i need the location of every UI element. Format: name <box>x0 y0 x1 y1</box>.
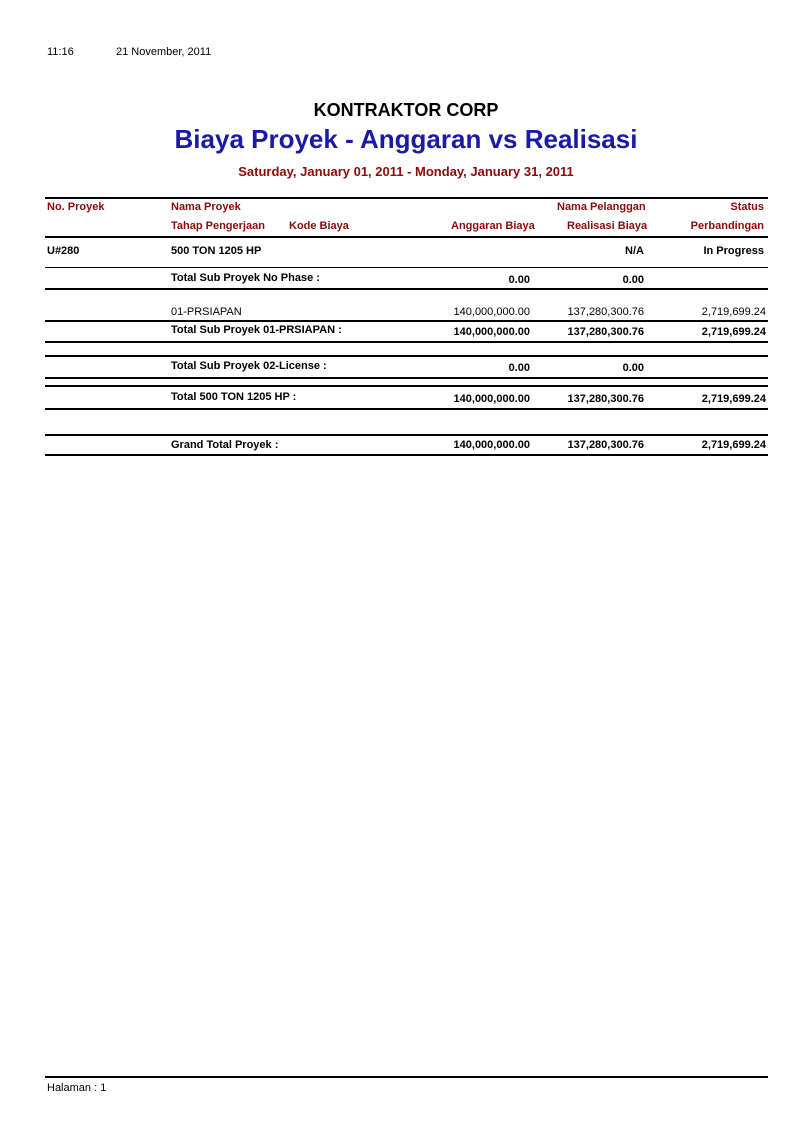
header-bottom-rule <box>45 236 768 238</box>
grand-total-perbandingan: 2,719,699.24 <box>701 439 766 451</box>
col-header-no-proyek: No. Proyek <box>47 201 105 213</box>
project-total-anggaran: 140,000,000.00 <box>453 393 530 405</box>
grand-total-realisasi: 137,280,300.76 <box>567 439 644 451</box>
grand-total-bottom-rule <box>45 454 768 456</box>
col-header-perbandingan: Perbandingan <box>690 220 764 232</box>
row-rule <box>45 267 768 268</box>
col-header-realisasi-biaya: Realisasi Biaya <box>567 220 648 232</box>
col-header-status: Status <box>730 201 764 213</box>
phase-code: 01-PRSIAPAN <box>171 306 242 318</box>
subtotal-no-phase-realisasi: 0.00 <box>622 274 644 286</box>
col-header-kode-biaya: Kode Biaya <box>289 220 349 232</box>
subtotal-no-phase-anggaran: 0.00 <box>508 274 530 286</box>
subtotal-prsiapan-anggaran: 140,000,000.00 <box>453 326 530 338</box>
grand-total-anggaran: 140,000,000.00 <box>453 439 530 451</box>
footer-rule <box>45 1076 768 1078</box>
project-total-label: Total 500 TON 1205 HP : <box>171 391 297 403</box>
subtotal-prsiapan-perbandingan: 2,719,699.24 <box>701 326 766 338</box>
phase-perbandingan: 2,719,699.24 <box>701 306 766 318</box>
header-top-rule <box>45 197 768 199</box>
col-header-anggaran-biaya: Anggaran Biaya <box>451 220 535 232</box>
row-rule <box>45 288 768 290</box>
subtotal-no-phase-label: Total Sub Proyek No Phase : <box>171 272 320 284</box>
row-rule <box>45 377 768 379</box>
row-rule <box>45 385 768 387</box>
project-total-perbandingan: 2,719,699.24 <box>701 393 766 405</box>
report-period: Saturday, January 01, 2011 - Monday, January 31, 2011 <box>238 164 574 179</box>
subtotal-license-realisasi: 0.00 <box>622 362 644 374</box>
col-header-nama-pelanggan: Nama Pelanggan <box>557 201 646 213</box>
print-time: 11:16 <box>47 46 74 58</box>
project-status: In Progress <box>703 245 764 257</box>
company-name: KONTRAKTOR CORP <box>313 100 499 120</box>
page-number: Halaman : 1 <box>47 1082 107 1094</box>
subtotal-prsiapan-label: Total Sub Proyek 01-PRSIAPAN : <box>171 324 342 336</box>
print-date: 21 November, 2011 <box>116 46 212 58</box>
subtotal-license-anggaran: 0.00 <box>508 362 530 374</box>
row-rule <box>45 320 768 322</box>
row-rule <box>45 341 768 343</box>
project-number: U#280 <box>47 245 80 257</box>
subtotal-license-label: Total Sub Proyek 02-License : <box>171 360 327 372</box>
grand-total-top-rule <box>45 434 768 436</box>
row-rule <box>45 408 768 410</box>
phase-anggaran: 140,000,000.00 <box>453 306 530 318</box>
project-name: 500 TON 1205 HP <box>171 245 262 257</box>
grand-total-label: Grand Total Proyek : <box>171 439 279 451</box>
col-header-nama-proyek: Nama Proyek <box>171 201 241 213</box>
project-customer: N/A <box>625 245 644 257</box>
report-title: Biaya Proyek - Anggaran vs Realisasi <box>174 124 638 154</box>
col-header-tahap-pengerjaan: Tahap Pengerjaan <box>171 220 265 232</box>
row-rule <box>45 355 768 357</box>
subtotal-prsiapan-realisasi: 137,280,300.76 <box>567 326 644 338</box>
project-total-realisasi: 137,280,300.76 <box>567 393 644 405</box>
phase-realisasi: 137,280,300.76 <box>567 306 644 318</box>
